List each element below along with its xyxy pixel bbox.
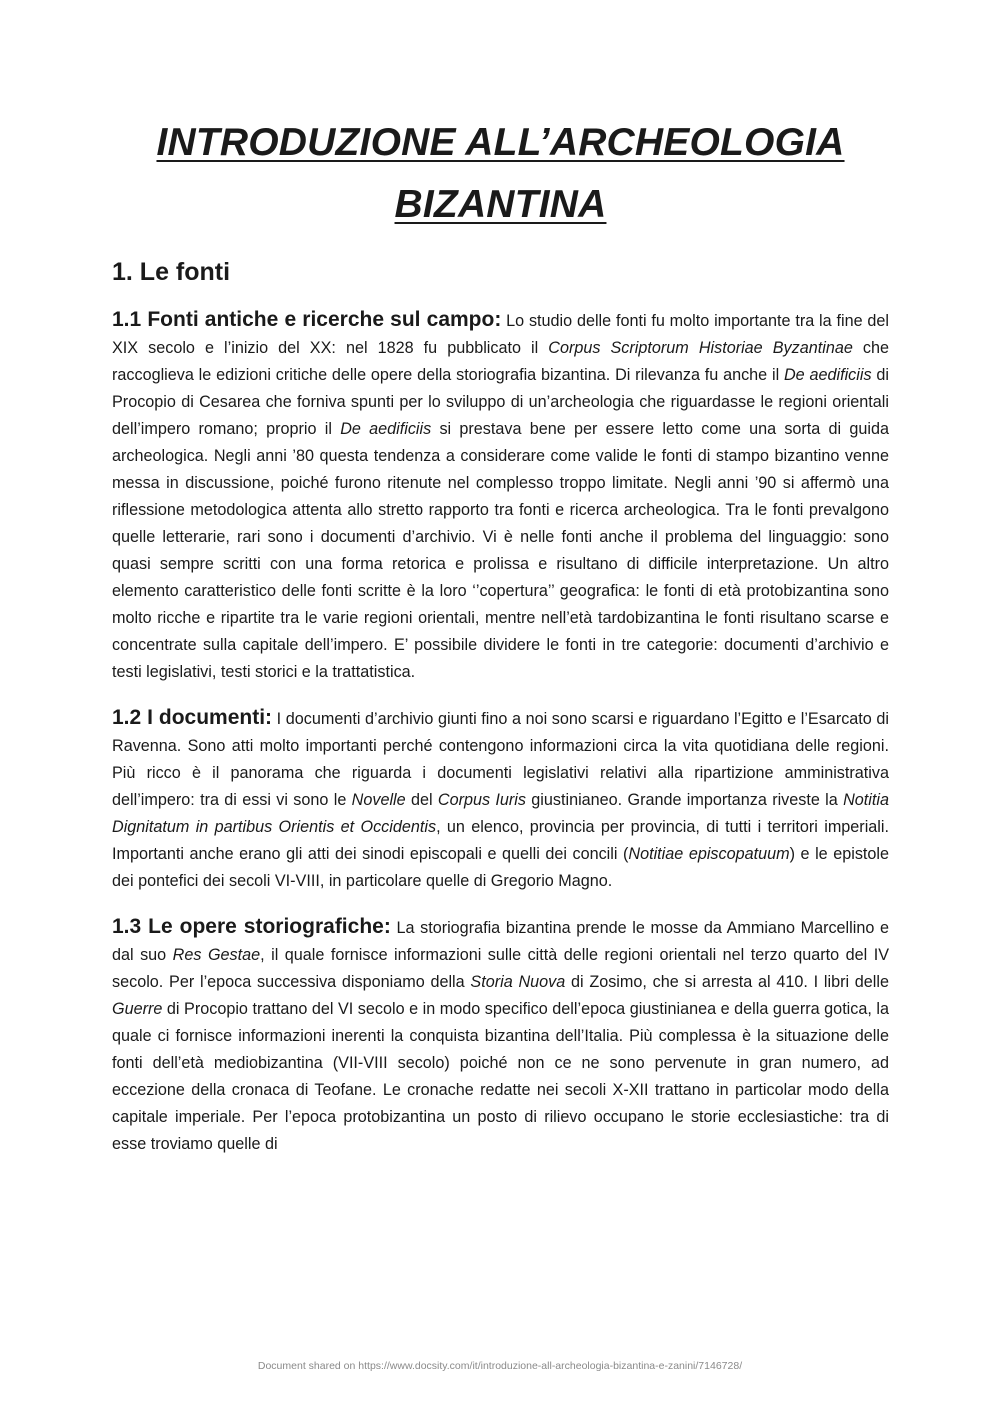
italic-title: Novelle [351,791,406,809]
footer-share-note: Document shared on https://www.docsity.com/it/introduzione-all-archeologia-bizantina-e-zanini/7146728/ [257,1360,743,1372]
body-text: giustinianeo. Grande importanza riveste la [525,791,844,809]
italic-title: Corpus Iuris [437,791,526,809]
paragraph-opere-storiografiche [112,913,889,1158]
subsection-heading: 1.1 Fonti antiche e ricerche sul campo: [112,308,502,331]
body-text: , il quale fornisce informazioni sulle città delle regioni orientali nel terzo quarto del IV secolo. Per l’epoca successiva disponiamo della [112,946,889,991]
body-text: ) e le epistole dei pontefici dei secoli VI-VIII, in particolare quelle di Gregorio Magno. [112,845,890,890]
body-text: I documenti d’archivio giunti fino a noi sono scarsi e riguardano l’Egitto e l’Esarcato di Ravenna. Sono atti molto importanti perché contengono informazioni circa la vita quotidiana delle regioni. Più ricco è il panorama che riguarda i documenti legislativi relativi alla ripartizione amministrativa dell’impero: tra di essi vi sono le [112,710,889,809]
body-text: La storiografia bizantina prende le mosse da Ammiano Marcellino e dal suo [112,919,889,964]
title-line-2: BIZANTINA [394,183,607,226]
body-text: di Procopio di Cesarea che forniva spunti per lo sviluppo di un’archeologia che riguardasse le regioni orientali dell’impero romano; proprio il [112,366,889,438]
section-heading: 1. Le fonti [112,258,231,286]
document-title [112,112,889,236]
body-text: si prestava bene per essere letto come una sorta di guida archeologica. Negli anni ’80 questa tendenza a considerare come valide le fonti di stampo bizantino venne messa in discussione, poiché furono ritenute nel complesso troppo limitate. Negli anni ’90 si affermò una riflessione metodologica attenta allo stretto rapporto tra fonti e ricerca archeologica. Tra le fonti prevalgono quelle letterarie, rari sono i documenti d’archivio. Vi è nelle fonti anche il problema del linguaggio: sono quasi sempre scritti con una forma retorica e prolissa e risultano di difficile interpretazione. Un altro elemento caratteristico delle fonti scritte è la loro ‘’copertura’’ geografica: le fonti di età protobizantina sono molto ricche e ripartite tra le varie regioni orientali, mentre nell’età tardobizantina le fonti risultano scarse e concentrate sulla capitale dell’impero. E’ possibile dividere le fonti in tre categorie: documenti d’archivio e testi legislativi, testi storici e la trattatistica. [112,420,889,681]
italic-title: Res Gestae [172,946,261,964]
body-text: del [405,791,438,809]
paragraph-fonti-antiche [112,306,889,686]
body-text: , un elenco, provincia per provincia, di tutti i territori imperiali. Importanti anche erano gli atti dei sinodi episcopali e quelli dei concili ( [112,818,889,863]
italic-title: Notitiae episcopatuum [628,845,790,863]
paragraph-documenti [112,704,889,895]
body-text: di Zosimo, che si arresta al 410. I libri delle [565,973,890,991]
italic-title: De aedificiis [340,420,432,438]
body-text: di Procopio trattano del VI secolo e in modo specifico dell’epoca giustinianea e della guerra gotica, la quale ci fornisce informazioni inerenti la conquista bizantina dell’Italia. Più complessa è la situazione delle fonti dell’età mediobizantina (VII-VIII secolo) poiché non ce ne sono pervenute in gran numero, ad eccezione della cronaca di Teofane. Le cronache redatte nei secoli X-XII trattano in particolar modo della capitale imperiale. Per l’epoca protobizantina un posto di rilievo occupano le storie ecclesiastiche: tra di esse troviamo quelle di [112,1000,889,1153]
paragraph-body [112,919,889,1153]
subsection-heading: 1.3 Le opere storiografiche: [112,915,391,938]
subsection-heading: 1.2 I documenti: [112,706,273,729]
italic-title: Storia Nuova [470,973,566,991]
title-line-1: INTRODUZIONE ALL’ARCHEOLOGIA [156,121,845,164]
italic-title: Corpus Scriptorum Historiae Byzantinae [548,339,853,357]
paragraph-body [112,312,889,681]
italic-title: De aedificiis [783,366,872,384]
italic-title: Notitia Dignitatum in partibus Orientis et Occidentis [112,791,889,836]
paragraph-body [112,710,889,890]
italic-title: Guerre [112,1000,163,1018]
document-page [112,112,889,1176]
body-text: che raccoglieva le edizioni critiche delle opere della storiografia bizantina. Di rilevanza fu anche il [112,339,889,384]
body-text: Lo studio delle fonti fu molto importante tra la fine del XIX secolo e l’inizio del XX: nel 1828 fu pubblicato il [112,312,889,357]
